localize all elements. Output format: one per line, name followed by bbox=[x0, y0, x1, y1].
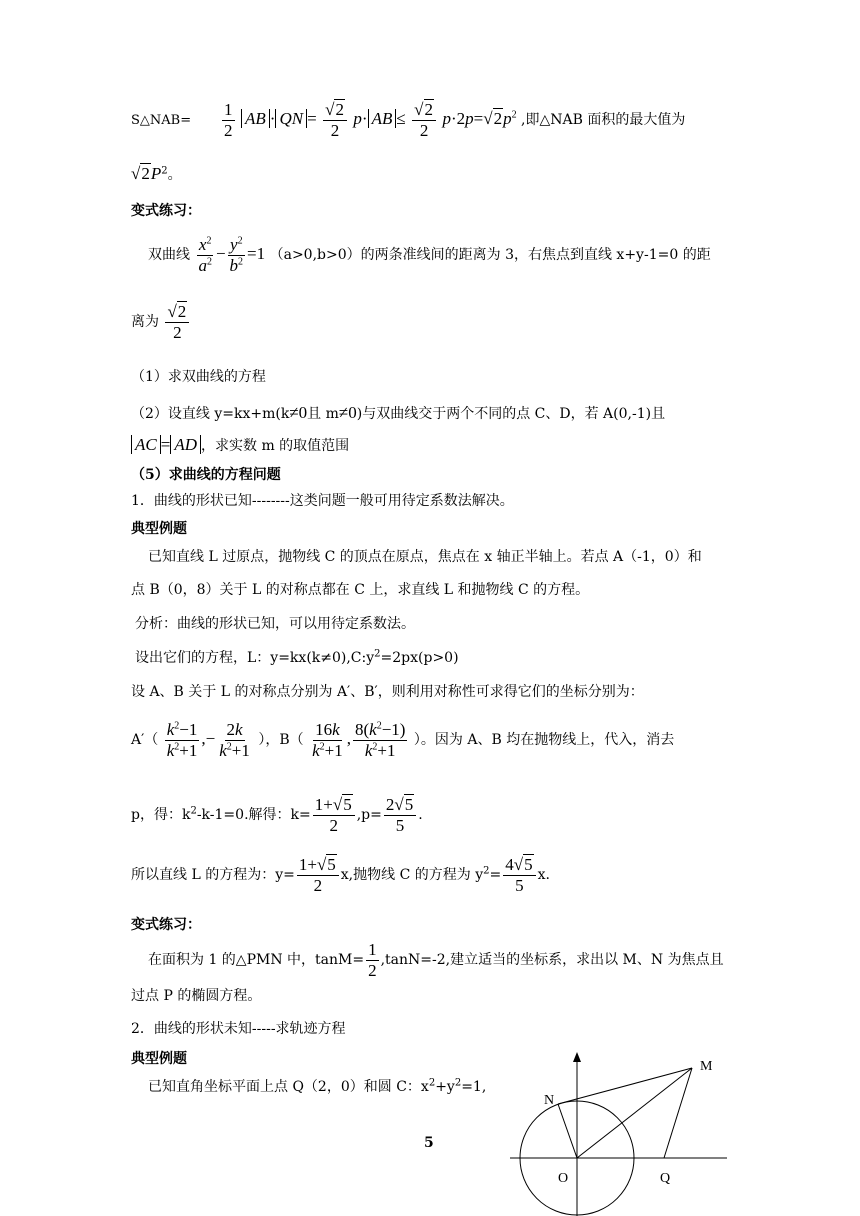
hyperbola-line: 双曲线 $\frac{x^2}{a^2}$ − $\frac{y^2}{b^2}$ =1 （a>0,b>0）的两条准线间的距离为 3，右焦点到直线 x+y-1=0 的距 bbox=[148, 235, 711, 275]
question-2: （2）设直线 y=kx+m(k≠0且 m≠0)与双曲线交于两个不同的点 C、D，若 A(0,-1)且 bbox=[131, 403, 666, 422]
section-5-heading: （5）求曲线的方程问题 bbox=[131, 467, 281, 483]
label-n: N bbox=[544, 1093, 555, 1108]
segment-on bbox=[558, 1104, 577, 1158]
question-1: （1）求双曲线的方程 bbox=[131, 369, 266, 385]
y-axis-arrow bbox=[573, 1052, 581, 1062]
distance-line: 离为 $\frac{√2}{2}$ bbox=[131, 302, 191, 342]
variant-practice-title: 变式练习： bbox=[131, 203, 201, 219]
solve-line: p，得：$k^2-k-1=0$.解得：k= $\frac{1+√5}{2}$ ,p= $\frac{2√5}{5}$ . bbox=[131, 795, 423, 835]
page-number: 5 bbox=[424, 1135, 434, 1151]
label-o: O bbox=[558, 1171, 569, 1186]
pmn-line-2: 过点 P 的椭圆方程。 bbox=[131, 988, 262, 1004]
segment-nm bbox=[558, 1068, 692, 1104]
variant-practice-title-2: 变式练习： bbox=[131, 917, 201, 933]
setup-line: 设出它们的方程，L：$y=kx(k\ne 0),C:y^2=2px(p>0)$ bbox=[135, 648, 459, 666]
example-2-line-1: 已知直角坐标平面上点 Q（2，0）和圆 C：$x^2+y^2=1$, bbox=[148, 1077, 487, 1095]
label-m: M bbox=[700, 1059, 713, 1074]
area-formula-line: S△NAB= $\frac{1}{2}$ AB · QN = $\frac{√2}{2}$ p· AB ≤ $\frac{√2}{2}$ $p\cdot 2p=√2p^2$ ,即△NAB 面积的最大值为 bbox=[131, 100, 686, 140]
analysis-line: 分析：曲线的形状已知，可以用待定系数法。 bbox=[135, 616, 415, 632]
result-line: 所以直线 L 的方程为：y= $\frac{1+√5}{2}$ x,抛物线 C 的方程为 $y^2=$ $\frac{4√5}{5}$ x. bbox=[131, 855, 550, 895]
example-1-line-1: 已知直线 L 过原点，抛物线 C 的顶点在原点，焦点在 x 轴正半轴上。若点 A（-1，0）和 bbox=[148, 549, 702, 565]
s-nab-label: S△NAB= bbox=[131, 113, 192, 129]
example-1-line-2: 点 B（0，8）关于 L 的对称点都在 C 上，求直线 L 和抛物线 C 的方程。 bbox=[131, 582, 590, 598]
segment-om bbox=[577, 1068, 692, 1158]
example-2-title: 典型例题 bbox=[131, 1051, 187, 1067]
max-value-line: $√2P^2$。 bbox=[131, 164, 182, 183]
item-1: 1．曲线的形状已知--------这类问题一般可用待定系数法解决。 bbox=[131, 493, 514, 509]
symmetry-line: 设 A、B 关于 L 的对称点分别为 A′、B′，则利用对称性可求得它们的坐标分别为： bbox=[131, 684, 644, 700]
s-nab-tail: ,即△NAB 面积的最大值为 bbox=[521, 112, 686, 129]
question-2-condition: AC = AD ，求实数 m 的取值范围 bbox=[131, 436, 349, 453]
example-1-title: 典型例题 bbox=[131, 521, 187, 537]
label-q: Q bbox=[660, 1171, 671, 1186]
coordinates-line: A′（ $\frac{k^2-1}{k^2+1}$ ,− $\frac{2k}{k^2+1}$ ），B（ $\frac{16k}{k^2+1}$ , $\frac{8(k^2-1)}{k^2+1}$ ）。因为 A、B 均在抛物线上，代入，消去 bbox=[131, 720, 675, 760]
item-2: 2．曲线的形状未知-----求轨迹方程 bbox=[131, 1021, 346, 1037]
geometry-figure bbox=[502, 1050, 732, 1216]
segment-mq bbox=[664, 1068, 692, 1158]
pmn-line: 在面积为 1 的△PMN 中，tanM= $\frac{1}{2}$ ,tanN=-2,建立适当的坐标系，求出以 M、N 为焦点且 bbox=[148, 940, 724, 980]
